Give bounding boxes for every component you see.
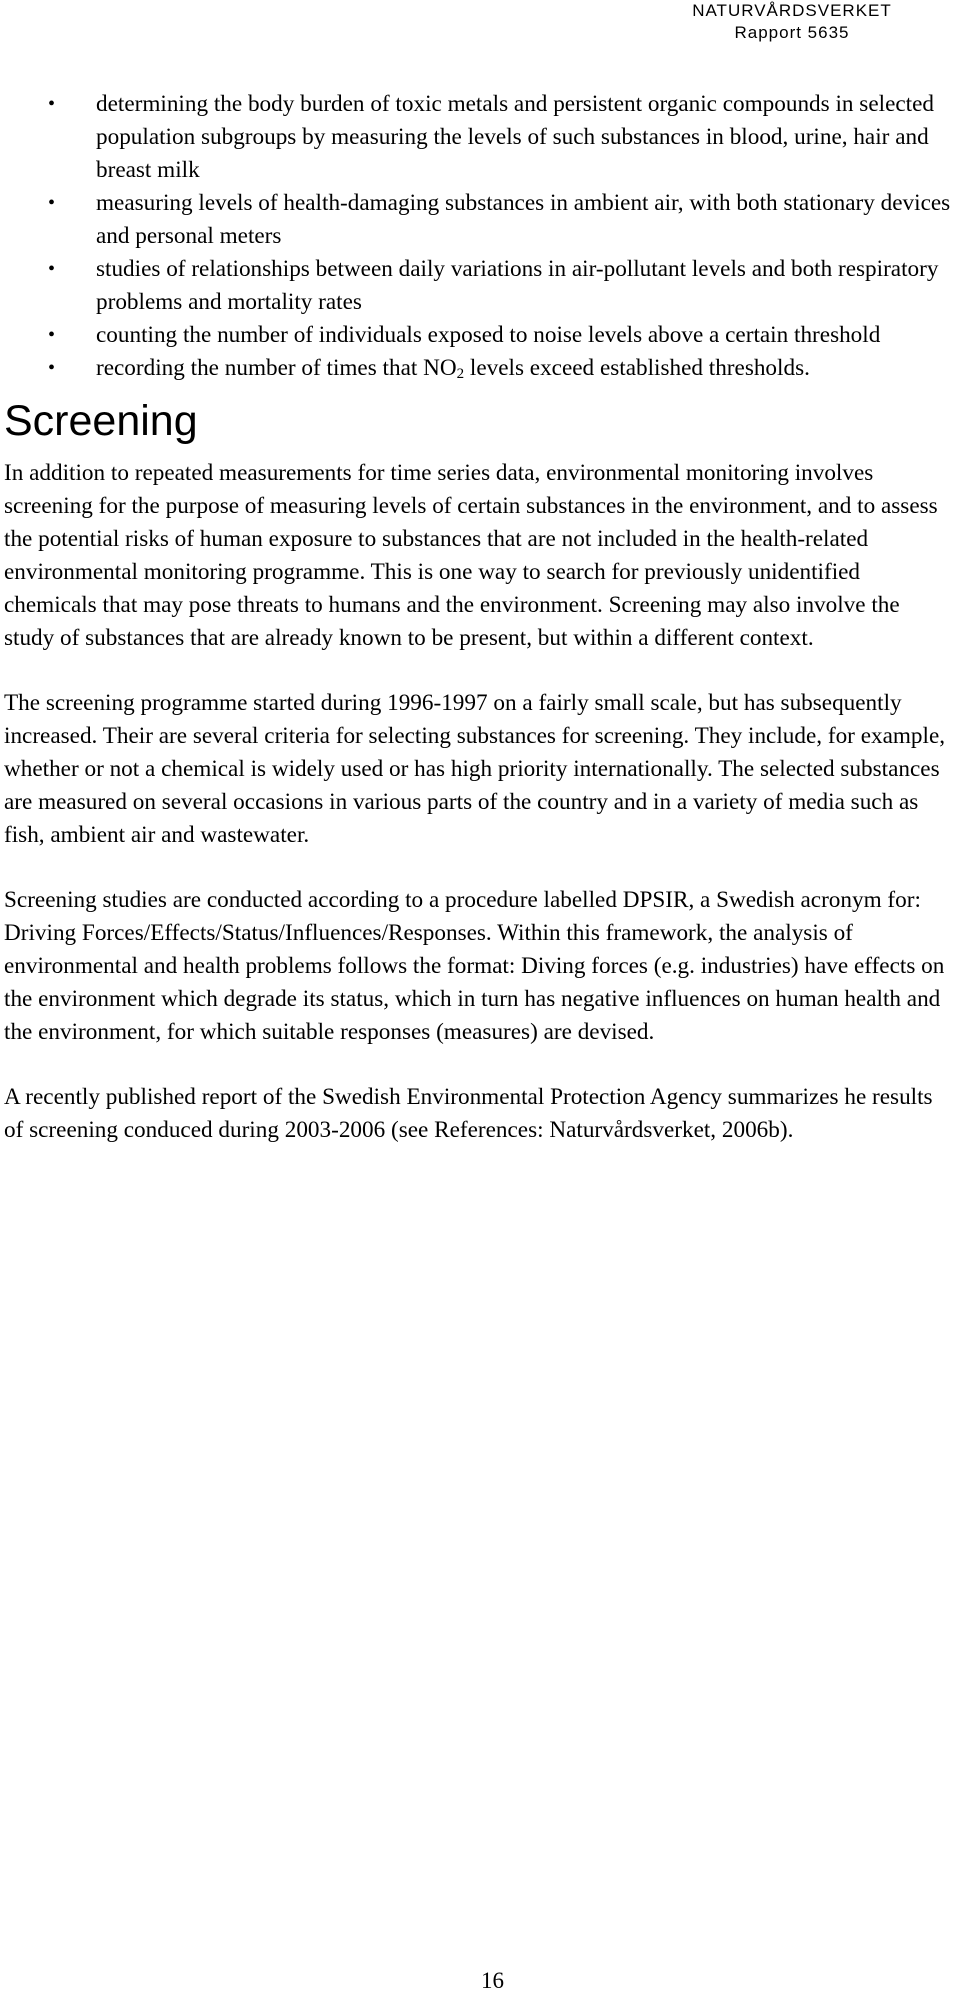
list-item-text: counting the number of individuals exposed to noise levels above a certain threshold <box>96 322 881 348</box>
list-item-text-after: levels exceed established thresholds. <box>464 355 810 381</box>
list-item <box>4 88 954 187</box>
list-item-no2 <box>4 352 954 385</box>
page-number: 16 <box>481 1968 504 1993</box>
paragraph: The screening programme started during 1996-1997 on a fairly small scale, but has subsequently increased. Their are several criteria for selecting substances for screening. They include, for example, whether or not a chemical is widely used or has high priority internationally. The selected substances are measured on several occasions in various parts of the country and in a variety of media such as fish, ambient air and wastewater. <box>4 690 946 848</box>
list-item <box>4 253 954 319</box>
page-content <box>4 88 954 1179</box>
bullet-icon: • <box>48 357 56 379</box>
bullet-icon: • <box>48 93 56 115</box>
header-report-number: Rapport 5635 <box>734 23 850 42</box>
list-item <box>4 319 954 352</box>
bullet-icon: • <box>48 258 56 280</box>
subscript-text: 2 <box>456 366 465 382</box>
header-org-name: NATURVÅRDSVERKET <box>692 1 892 20</box>
bullet-icon: • <box>48 324 56 346</box>
paragraph: Screening studies are conducted according to a procedure labelled DPSIR, a Swedish acronym for: Driving Forces/Effects/Status/Influences/Responses. Within this framework, the analysis of environmental and health problems follows the format: Diving forces (e.g. industries) have effects on the environment which degrade its status, which in turn has negative influences on human health and the environment, for which suitable responses (measures) are devised. <box>4 887 945 1045</box>
list-item <box>4 187 954 253</box>
list-item-text: measuring levels of health-damaging substances in ambient air, with both stationary devices and personal meters <box>96 190 951 249</box>
list-item-text-before: recording the number of times that NO <box>96 355 457 381</box>
list-item-text: studies of relationships between daily variations in air-pollutant levels and both respiratory problems and mortality rates <box>96 256 939 315</box>
paragraph: A recently published report of the Swedish Environmental Protection Agency summarizes he results of screening conduced during 2003-2006 (see References: Naturvårdsverket, 2006b). <box>4 1084 933 1143</box>
list-item-text: determining the body burden of toxic metals and persistent organic compounds in selected population subgroups by measuring the levels of such substances in blood, urine, hair and breast milk <box>96 91 934 183</box>
bullet-list <box>4 88 954 385</box>
paragraph: In addition to repeated measurements for time series data, environmental monitoring involves screening for the purpose of measuring levels of certain substances in the environment, and to assess the potential risks of human exposure to substances that are not included in the health-related environmental monitoring programme. This is one way to search for previously unidentified chemicals that may pose threats to humans and the environment. Screening may also involve the study of substances that are already known to be present, but within a different context. <box>4 460 938 651</box>
bullet-icon: • <box>48 192 56 214</box>
page-header <box>642 0 942 44</box>
section-heading: Screening <box>4 397 198 445</box>
